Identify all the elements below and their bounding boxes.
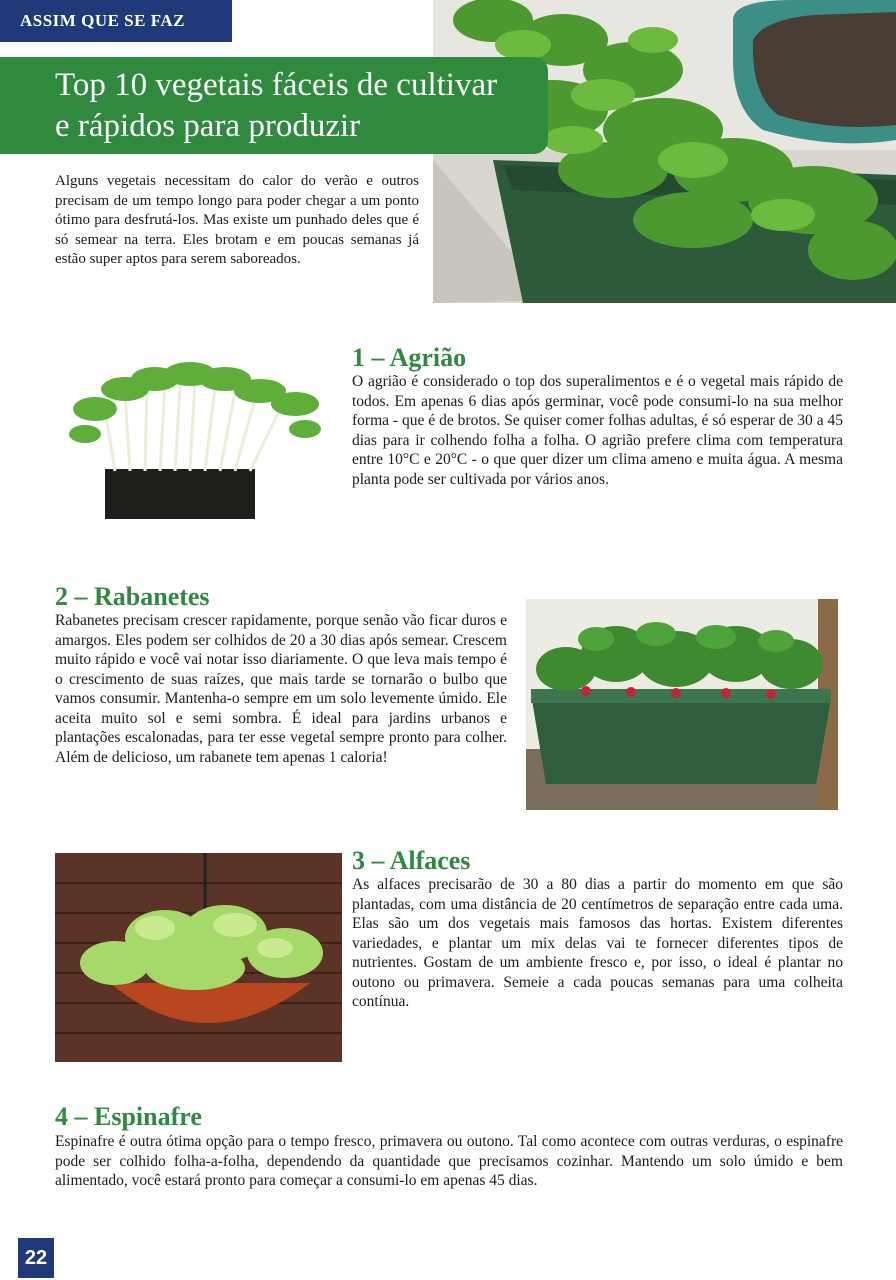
section-tag-label: ASSIM QUE SE FAZ xyxy=(20,11,185,30)
vegetable-text-3: As alfaces precisarão de 30 a 80 dias a partir do momento em que são plantadas, com uma distância de 20 centímetros de separação entre cada uma. Elas são um dos vegetais mais famosos das hortas. Existem diferentes variedades, e plantar um mix delas vai te fornecer diferentes tipos de nutrientes. Gostam de um ambiente fresco e, por isso, o ideal é plantar no outono ou primavera. Semeie a cada poucas semanas para uma colheita contínua. xyxy=(352,876,843,1010)
section-tag xyxy=(0,0,232,42)
page-title xyxy=(55,65,548,147)
vegetable-text-2: Rabanetes precisam crescer rapidamente, porque senão vão ficar duros e amargos. Eles podem ser colhidos de 20 a 30 dias após semear. Crescem muito rápido e você vai notar isso diariamente. O que leva mais tempo é o crescimento de suas raízes, que mais tarde se tornarão o bulbo que vamos consumir. Mantenha-o sempre em um solo levemente úmido. Ele aceita muito sol e semi sombra. É ideal para jardins urbanos e plantações escalonadas, para ter esse vegetal sempre pronto para colher. Além de delicioso, um rabanete tem apenas 1 caloria! xyxy=(55,612,507,766)
vegetable-text-4: Espinafre é outra ótima opção para o tempo fresco, primavera ou outono. Tal como acontece com outras verduras, o espinafre pode ser colhido folha-a-folha, dependendo da quantidade que precisamos cozinhar. Mantendo um solo úmido e bem alimentado, você estará pronto para começar a consumi-lo em apenas 45 dias. xyxy=(55,1133,843,1189)
page-title-banner xyxy=(0,57,548,154)
watercress-sprouts-photo xyxy=(55,349,329,519)
page-title-line-1: Top 10 vegetais fáceis de cultivar xyxy=(55,67,498,103)
lettuce-hanging-basket-photo xyxy=(55,853,342,1062)
page-title-line-2: e rápidos para produzir xyxy=(55,108,361,144)
page-number-label: 22 xyxy=(24,1246,48,1269)
radish-planter-photo xyxy=(526,599,838,810)
vegetable-title-4: 4 – Espinafre xyxy=(55,1102,202,1131)
intro-paragraph: Alguns vegetais necessitam do calor do verão e outros precisam de um tempo longo para poder chegar a um ponto ótimo para desfrutá-los. Mas existe um punhado deles que é só semear na terra. Eles brotam e em poucas semanas já estão super aptos para serem saboreados. xyxy=(55,173,419,267)
page-number xyxy=(18,1238,54,1278)
vegetable-text-1: O agrião é considerado o top dos superalimentos e é o vegetal mais rápido de todos. Em apenas 6 dias após germinar, você pode consumi-lo na sua melhor forma - que é de brotos. Se quiser comer folhas adultas, é só esperar de 30 a 45 dias para ir colhendo folha a folha. O agrião prefere clima com temperatura entre 10°C e 20°C - o que quer dizer um clima ameno e muita água. A mesma planta pode ser cultivada por vários anos. xyxy=(352,373,843,488)
vegetable-title-2: 2 – Rabanetes xyxy=(55,582,210,611)
vegetable-title-3: 3 – Alfaces xyxy=(352,846,471,875)
vegetable-title-1: 1 – Agrião xyxy=(352,343,467,372)
